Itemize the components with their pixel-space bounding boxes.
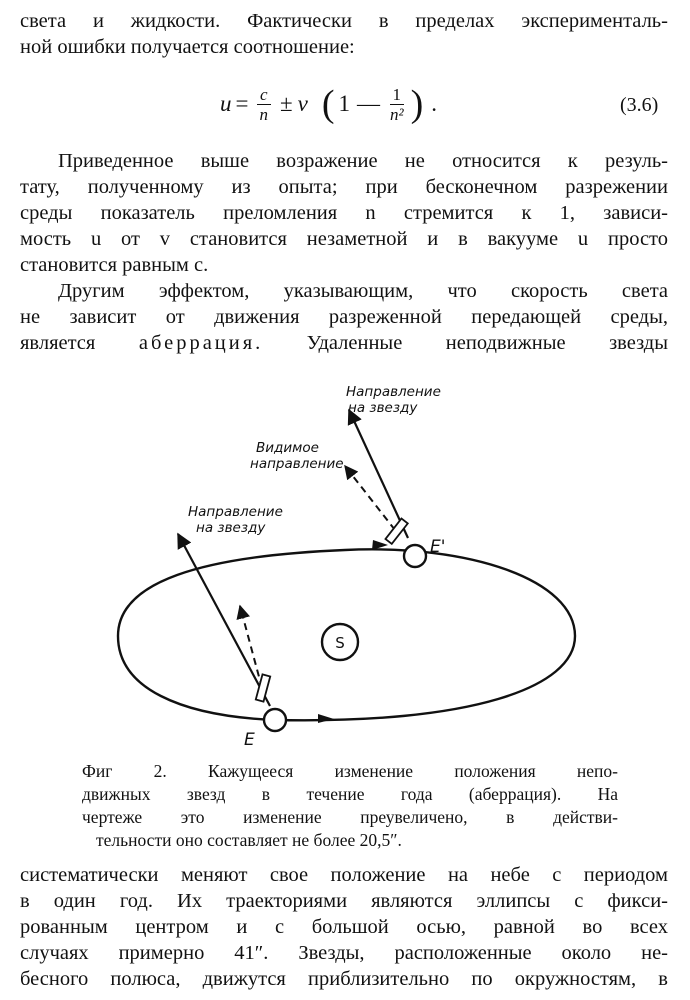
text-line: Приведенное выше возражение не относится к резуль- xyxy=(58,150,668,172)
visible-direction-dashed xyxy=(345,466,395,530)
fraction-1-over-n2 xyxy=(387,85,407,124)
earth-prime-circle xyxy=(404,545,426,567)
eq-one: 1 xyxy=(338,91,350,116)
orbit-arrow-bottom xyxy=(318,714,334,723)
eq-equals: = xyxy=(235,91,249,116)
equation-number: (3.6) xyxy=(620,94,659,116)
eq-period: . xyxy=(431,91,437,116)
paragraph-1 xyxy=(20,8,668,60)
paragraph-3 xyxy=(20,278,668,356)
text-line: становится равным c. xyxy=(20,254,209,276)
paragraph-2 xyxy=(20,148,668,278)
text-line: ной ошибки получается соотношение: xyxy=(20,36,355,58)
label-direction-top-line1: Направление xyxy=(346,384,441,400)
label-direction-left-line1: Направление xyxy=(188,504,283,520)
eq-minus: — xyxy=(356,91,380,116)
caption-line: тельности оно составляет не более 20,5″. xyxy=(96,830,402,850)
equation-3-6 xyxy=(0,76,690,136)
text-line: систематически меняют свое положение на небе с периодом xyxy=(20,864,668,886)
text-line: света и жидкости. Фактически в пределах эксперименталь- xyxy=(20,10,668,32)
text-line: Другим эффектом, указывающим, что скорость света xyxy=(58,280,668,302)
left-paren: ( xyxy=(321,83,335,125)
text-line: тату, полученному из опыта; при бесконечном разрежении xyxy=(20,176,668,198)
direction-to-star-top xyxy=(349,410,408,538)
aberration-figure xyxy=(0,370,690,755)
equation-body xyxy=(220,84,437,124)
caption-line: движных звезд в течение года (аберрация). На xyxy=(82,784,618,804)
text-line: в один год. Их траекториями являются эллипсы с фикси- xyxy=(20,890,668,912)
visible-direction-dashed-bottom xyxy=(240,606,262,688)
text-line: среды показатель преломления n стремится к 1, зависи- xyxy=(20,202,668,224)
fraction-numerator: c xyxy=(257,85,271,105)
eq-v: v xyxy=(297,91,308,116)
text-fragment: является xyxy=(20,332,96,354)
eq-lhs: u xyxy=(220,91,232,116)
earth-circle xyxy=(264,709,286,731)
paragraph-4 xyxy=(20,862,668,992)
figure-caption xyxy=(82,760,618,852)
right-paren: ) xyxy=(410,83,424,125)
text-line: случаях примерно 41″. Звезды, расположенные около не- xyxy=(20,942,668,964)
telescope-bottom-icon xyxy=(256,674,270,701)
fraction-denominator: n xyxy=(259,104,268,124)
eq-plus-minus: ± xyxy=(279,91,293,116)
text-line: рованным центром и с большой осью, равной во всех xyxy=(20,916,668,938)
direction-to-star-left xyxy=(178,534,270,706)
fraction-denominator: n² xyxy=(389,104,404,124)
aberration-diagram xyxy=(0,370,690,755)
fraction-c-over-n xyxy=(256,85,271,124)
label-visible-line2: направление xyxy=(250,456,344,472)
sun-label: S xyxy=(335,634,345,652)
emphasized-term-aberration: аберрация. xyxy=(138,332,264,354)
fraction-numerator: 1 xyxy=(390,85,405,105)
text-line: бесного полюса, движутся приблизительно по окружностям, в xyxy=(20,968,668,990)
text-fragment: Удаленные неподвижные звезды xyxy=(306,332,668,354)
earth-prime-label: E' xyxy=(430,537,446,557)
label-direction-left-line2: на звезду xyxy=(196,520,266,536)
text-line xyxy=(20,330,668,356)
label-visible-line1: Видимое xyxy=(256,440,319,456)
text-line: мость u от v становится незаметной и в вакууме u просто xyxy=(20,228,668,250)
caption-line: чертеже это изменение преувеличено, в действи- xyxy=(82,807,618,827)
label-direction-top-line2: на звезду xyxy=(348,400,418,416)
earth-label: E xyxy=(244,730,255,750)
text-line: не зависит от движения разреженной передающей среды, xyxy=(20,306,668,328)
caption-line: Фиг 2. Кажущееся изменение положения непо- xyxy=(82,761,618,781)
